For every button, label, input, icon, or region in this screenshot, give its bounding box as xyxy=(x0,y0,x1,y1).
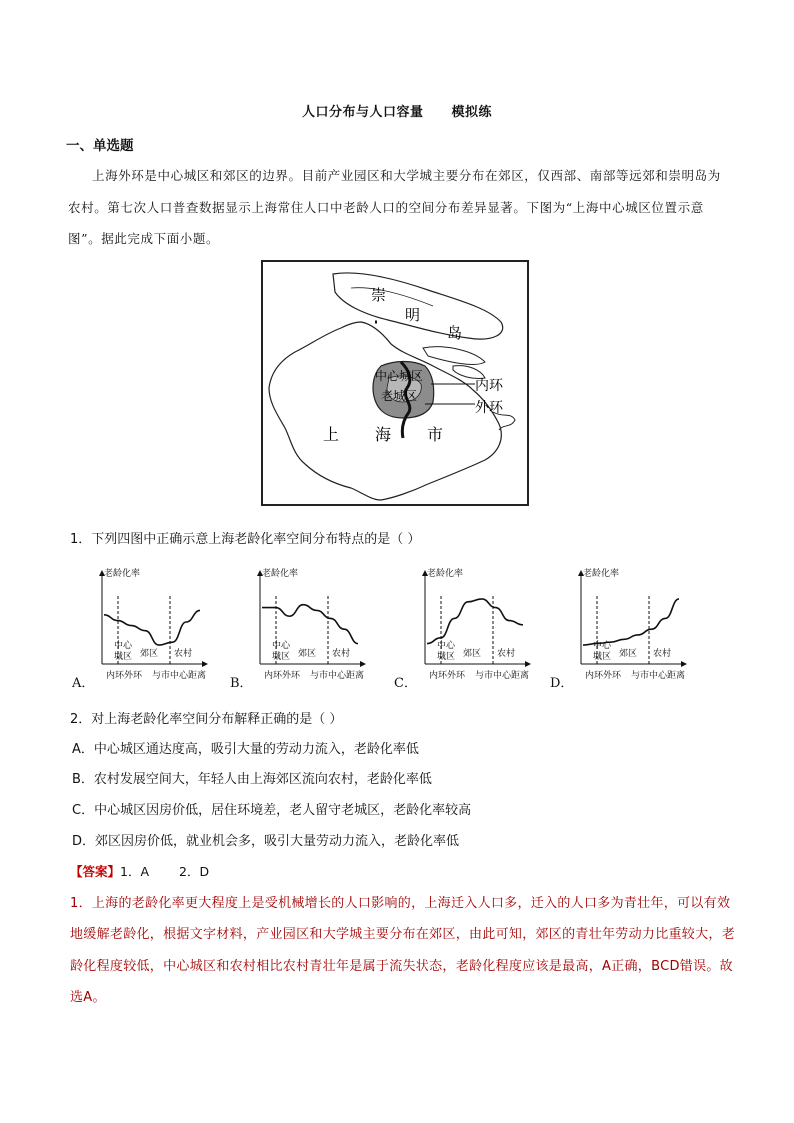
map-label-chong: 崇 xyxy=(371,286,387,304)
region-label-center: 中心 xyxy=(437,641,456,651)
answer-tag: 【答案】 xyxy=(70,864,121,879)
chart-option-letter-d: D． xyxy=(550,676,574,691)
answer-line xyxy=(70,862,209,880)
question-2: 2．对上海老龄化率空间分布解释正确的是（ ） xyxy=(70,712,343,727)
q2-option-d: D．郊区因房价低，就业机会多，吸引大量劳动力流入，老龄化率低 xyxy=(72,834,460,849)
y-axis-label: 老龄化率 xyxy=(583,569,620,579)
question-1: 1．下列四图中正确示意上海老龄化率空间分布特点的是（ ） xyxy=(70,532,421,547)
x-label-rings: 内环外环 xyxy=(264,671,301,681)
map-label-center: 中心城区 xyxy=(375,369,424,383)
region-label-suburb: 郊区 xyxy=(140,649,159,659)
answer-2: 2．D xyxy=(179,864,210,879)
map-label-hai: 海 xyxy=(375,425,392,444)
region-label-center: 中心 xyxy=(272,641,291,651)
map-label-dao: 岛 xyxy=(447,324,463,342)
region-label-center-2: 城区 xyxy=(114,652,133,662)
region-label-center: 中心 xyxy=(114,641,133,651)
x-axis-arrow xyxy=(202,661,208,667)
region-label-rural: 农村 xyxy=(497,649,516,659)
map-label-old: 老城区 xyxy=(381,389,418,403)
x-label-rings: 内环外环 xyxy=(585,671,622,681)
region-label-rural: 农村 xyxy=(653,649,672,659)
title-sub: 模拟练 xyxy=(451,105,493,120)
chart-svg xyxy=(94,562,224,682)
region-label-rural: 农村 xyxy=(332,649,351,659)
region-label-rural: 农村 xyxy=(174,649,193,659)
x-axis-label: 与市中心距离 xyxy=(152,671,207,681)
q2-option-c: C．中心城区因房价低，居住环境差，老人留守老城区，老龄化率较高 xyxy=(72,803,472,818)
q2-option-b: B．农村发展空间大，年轻人由上海郊区流向农村，老龄化率低 xyxy=(72,772,432,787)
y-axis-label: 老龄化率 xyxy=(262,569,299,579)
map-label-ming: 明 xyxy=(405,306,421,324)
map-label-shang: 上 xyxy=(323,425,340,444)
x-label-rings: 内环外环 xyxy=(429,671,466,681)
map-label-inner: 内环 xyxy=(475,378,503,394)
chart-option-b xyxy=(252,562,382,686)
x-axis-arrow xyxy=(525,661,531,667)
map-label-shi: 市 xyxy=(427,425,444,444)
region-label-suburb: 郊区 xyxy=(463,649,482,659)
chart-svg xyxy=(573,562,703,682)
chart-option-letter-c: C． xyxy=(394,676,417,691)
region-label-center-2: 城区 xyxy=(593,652,612,662)
region-label-suburb: 郊区 xyxy=(298,649,317,659)
passage-text: 上海外环是中心城区和郊区的边界。目前产业园区和大学城主要分布在郊区，仅西部、南部等远郊和崇明岛为农村。第七次人口普查数据显示上海常住人口中老龄人口的空间分布差异显著。下图为“上海中心城区位置示意图”。据此完成下面小题。 xyxy=(68,168,721,246)
explanation-text: 1．上海的老龄化率更大程度上是受机械增长的人口影响的，上海迁入人口多，迁入的人口多为青壮年，可以有效地缓解老龄化，根据文字材料，产业园区和大学城主要分布在郊区，由此可知，郊区的青壮年劳动力比重较大，老龄化程度较低，中心城区和农村相比农村青壮年是属于流失状态，老龄化程度应该是最高，A正确，BCD错误。故选A。 xyxy=(70,896,736,1005)
region-label-center-2: 城区 xyxy=(437,652,456,662)
shanghai-map-svg xyxy=(263,262,527,504)
chart-option-d xyxy=(573,562,703,686)
map-label-outer: 外环 xyxy=(475,400,503,416)
section-heading: 一、单选题 xyxy=(66,138,134,154)
chart-svg xyxy=(252,562,382,682)
y-axis-label: 老龄化率 xyxy=(104,569,141,579)
title-main: 人口分布与人口容量 xyxy=(301,105,424,120)
region-label-center-2: 城区 xyxy=(272,652,291,662)
x-axis-label: 与市中心距离 xyxy=(631,671,686,681)
chart-option-letter-b: B． xyxy=(230,676,253,691)
chart-option-c xyxy=(417,562,547,686)
chart-option-letter-a: A． xyxy=(72,676,95,691)
q2-option-a: A．中心城区通达度高，吸引大量的劳动力流入，老龄化率低 xyxy=(72,742,419,757)
answer-1: 1．A xyxy=(120,864,150,879)
shanghai-map-figure xyxy=(261,260,529,506)
x-axis-label: 与市中心距离 xyxy=(310,671,365,681)
region-label-suburb: 郊区 xyxy=(619,649,638,659)
page-title xyxy=(0,101,794,120)
x-label-rings: 内环外环 xyxy=(106,671,143,681)
chart-svg xyxy=(417,562,547,682)
hengsha-island xyxy=(453,366,485,379)
chart-option-a xyxy=(94,562,224,686)
x-axis-arrow xyxy=(681,661,687,667)
y-axis-label: 老龄化率 xyxy=(427,569,464,579)
x-axis-label: 与市中心距离 xyxy=(475,671,530,681)
x-axis-arrow xyxy=(360,661,366,667)
changxing-island xyxy=(423,347,485,365)
region-label-center: 中心 xyxy=(593,641,612,651)
